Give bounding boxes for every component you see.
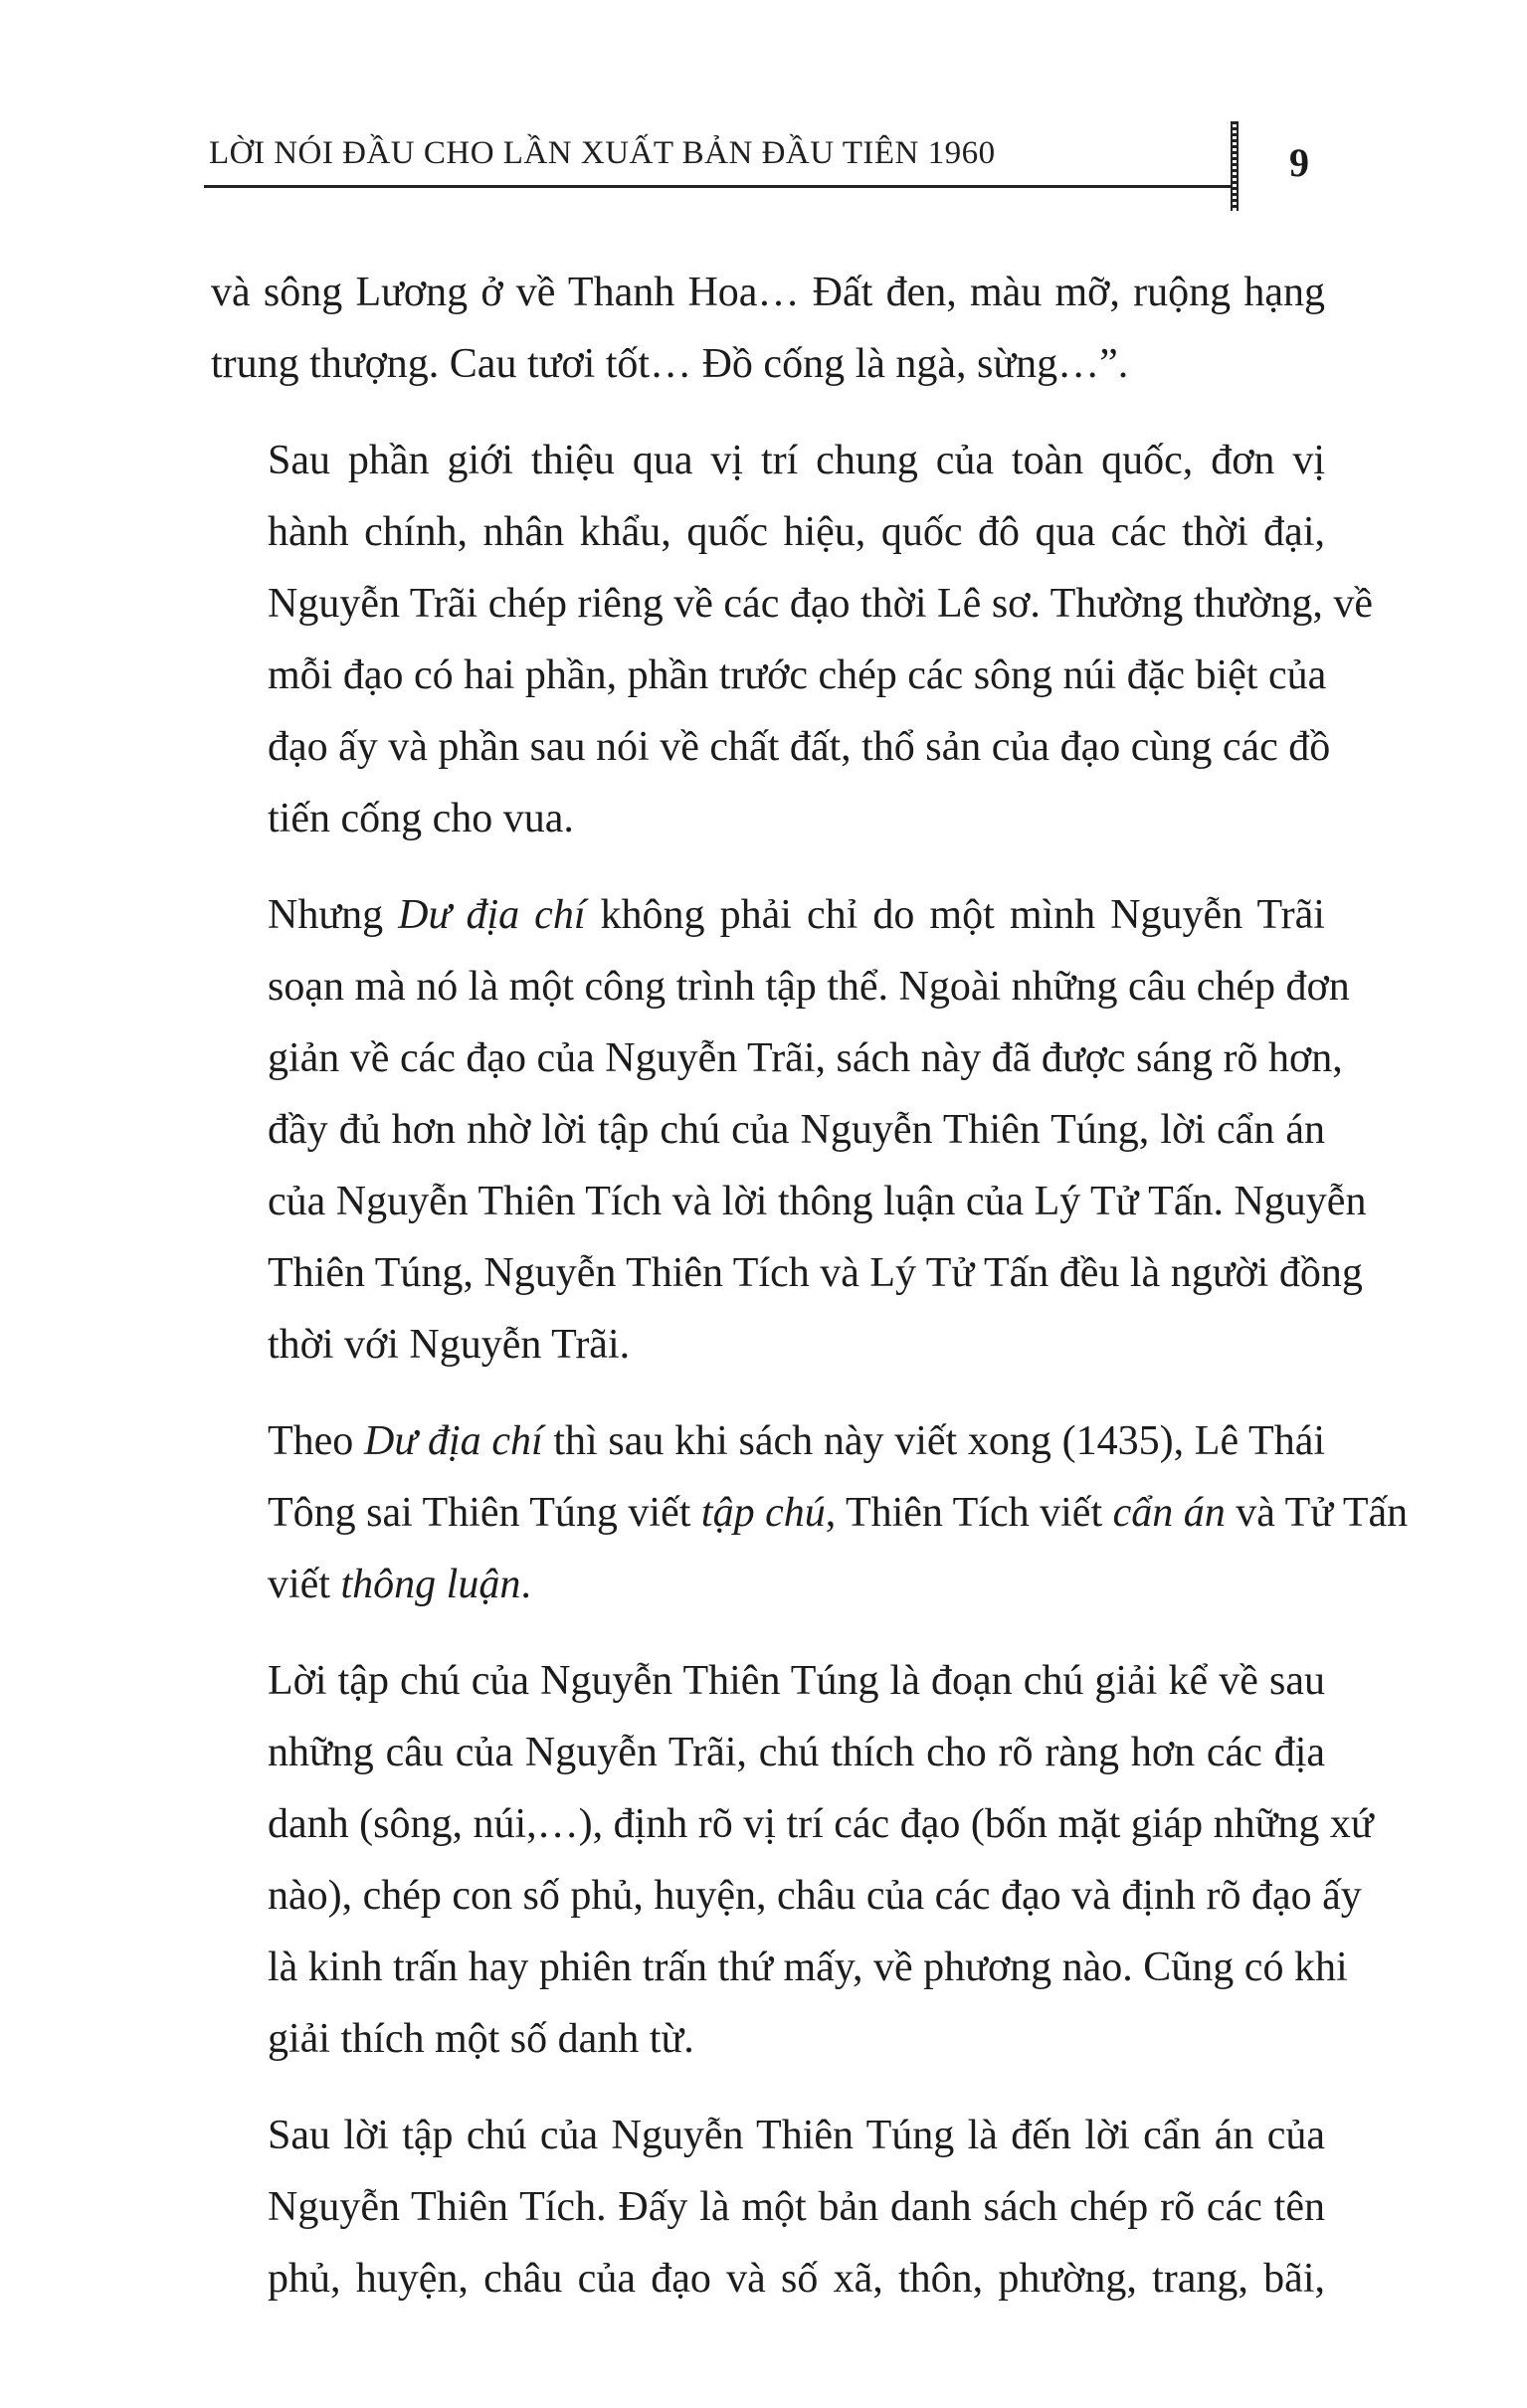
term-italic: cẩn án [1112, 1490, 1226, 1536]
text-line: trung thượng. Cau tươi tốt… Đồ cống là ngà, sừng…”. [211, 341, 1129, 387]
text-line: giải thích một số danh từ. [268, 2016, 694, 2062]
text-line: phủ, huyện, châu của đạo và số xã, thôn, phường, trang, bãi, [268, 2256, 1325, 2302]
header-rule [204, 185, 1231, 188]
paragraph-4 [211, 1405, 1409, 1620]
text-line: mỗi đạo có hai phần, phần trước chép các sông núi đặc biệt của [268, 652, 1327, 698]
term-italic: tập chú [700, 1490, 826, 1536]
text-line: Lời tập chú của Nguyễn Thiên Túng là đoạn chú giải kể về sau [268, 1658, 1325, 1704]
text-line: giản về các đạo của Nguyễn Trãi, sách này đã được sáng rõ hơn, [268, 1035, 1343, 1081]
text-line: Sau phần giới thiệu qua vị trí chung của toàn quốc, đơn vị [268, 438, 1325, 483]
text-run: thì sau khi sách này viết xong (1435), Lê Thái [542, 1418, 1326, 1464]
text-run: . [520, 1562, 531, 1607]
term-italic: thông luận [340, 1562, 521, 1607]
text-run: viết [268, 1562, 341, 1607]
text-line: những câu của Nguyễn Trãi, chú thích cho rõ ràng hơn các địa [268, 1730, 1325, 1775]
text-run: Tông sai Thiên Túng viết [268, 1490, 701, 1536]
text-line: là kinh trấn hay phiên trấn thứ mấy, về phương nào. Cũng có khi [268, 1945, 1348, 1990]
text-line: và sông Lương ở về Thanh Hoa… Đất đen, màu mỡ, ruộng hạng [211, 270, 1325, 315]
header-title: LỜI NÓI ĐẦU CHO LẦN XUẤT BẢN ĐẦU TIÊN 1960 [209, 135, 996, 171]
text-line: Nguyễn Trãi chép riêng về các đạo thời Lê sơ. Thường thường, về [268, 581, 1374, 627]
book-title: Dư địa chí [364, 1418, 543, 1464]
text-line: Sau lời tập chú của Nguyễn Thiên Túng là đến lời cẩn án của [268, 2113, 1325, 2158]
paragraph-6 [211, 2100, 1325, 2315]
text-line [211, 1477, 1409, 1549]
paragraph-1 [211, 257, 1325, 400]
text-line: nào), chép con số phủ, huyện, châu của các đạo và định rõ đạo ấy [268, 1873, 1362, 1919]
text-run: , Thiên Tích viết [825, 1490, 1113, 1536]
paragraph-5 [211, 1645, 1374, 2075]
text-line: soạn mà nó là một công trình tập thể. Ngoài những câu chép đơn [268, 964, 1350, 1010]
text-run: Theo [268, 1418, 365, 1464]
text-line [211, 1405, 1325, 1477]
text-line: Thiên Túng, Nguyễn Thiên Tích và Lý Tử Tấn đều là người đồng [268, 1250, 1363, 1296]
paragraph-2 [211, 425, 1374, 854]
body-text [211, 257, 1409, 2339]
running-header [204, 127, 1239, 197]
text-line: của Nguyễn Thiên Tích và lời thông luận của Lý Tử Tấn. Nguyễn [268, 1179, 1367, 1224]
text-line [211, 879, 1325, 951]
text-run: không phải chỉ do một mình Nguyễn Trãi [585, 892, 1325, 938]
header-ornament-bar [1231, 121, 1239, 211]
text-run: Nhưng [268, 892, 399, 938]
book-title: Dư địa chí [398, 892, 586, 938]
text-run: và Tử Tấn [1225, 1490, 1409, 1536]
text-line: đầy đủ hơn nhờ lời tập chú của Nguyễn Thiên Túng, lời cẩn án [268, 1107, 1325, 1153]
page-number: 9 [1289, 140, 1309, 185]
text-line: danh (sông, núi,…), định rõ vị trí các đạo (bốn mặt giáp những xứ [268, 1801, 1374, 1847]
text-line [211, 1549, 1325, 1620]
text-line: đạo ấy và phần sau nói về chất đất, thổ sản của đạo cùng các đồ [268, 724, 1331, 770]
text-line: Nguyễn Thiên Tích. Đấy là một bản danh sách chép rõ các tên [268, 2184, 1325, 2230]
text-line: hành chính, nhân khẩu, quốc hiệu, quốc đô qua các thời đại, [268, 509, 1325, 555]
text-line: tiến cống cho vua. [268, 796, 574, 841]
text-line: thời với Nguyễn Trãi. [268, 1322, 631, 1368]
paragraph-3 [211, 879, 1367, 1381]
